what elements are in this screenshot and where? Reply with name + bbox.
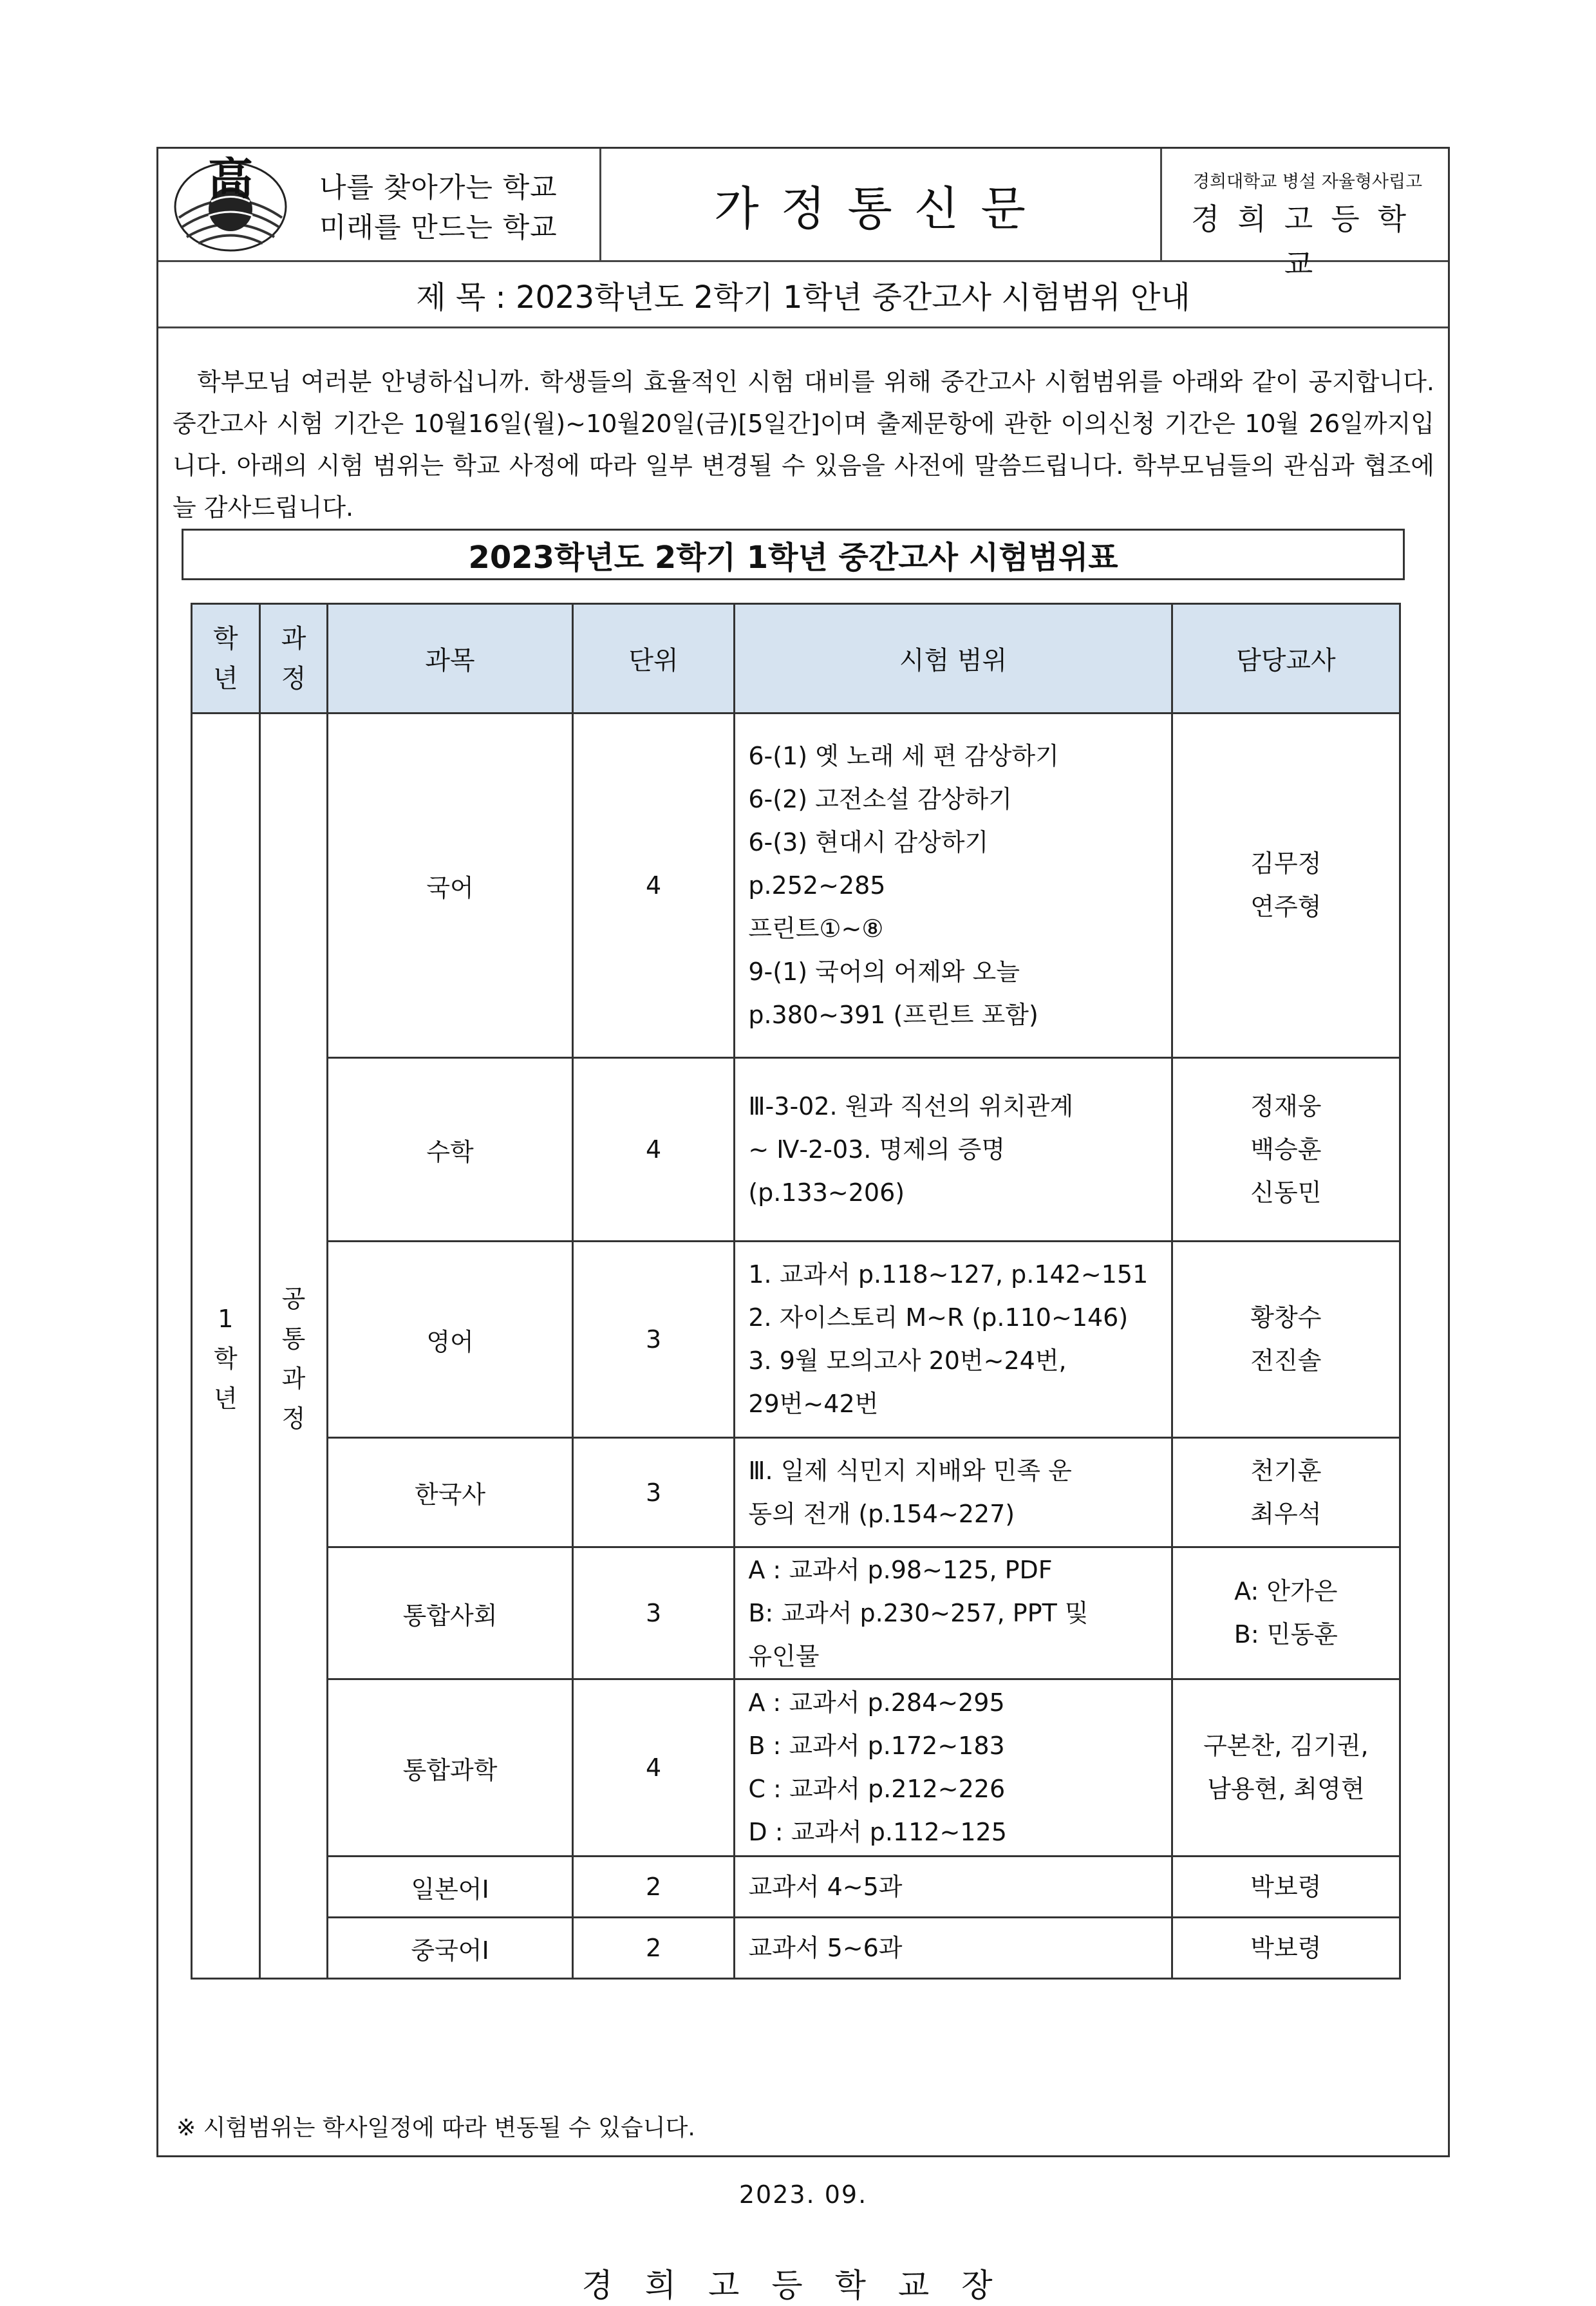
teacher-cell: 천기훈 최우석 <box>1172 1438 1400 1547</box>
table-row <box>192 1438 1400 1547</box>
teacher-cell: 김무정 연주형 <box>1172 714 1400 1058</box>
intro-text: 학부모님 여러분 안녕하십니까. 학생들의 효율적인 시험 대비를 위해 중간고사 시험범위를 아래와 같이 공지합니다. 중간고사 시험 기간은 10월16일(월)~10월20일(금)[5일간]이며 출제문항에 관한 이의신청 기간은 10월 26일까지입니다. 아래의 시험 범위는 학교 사정에 따라 일부 변경될 수 있음을 사전에 말씀드립니다. 학부모님들의 관심과 협조에 늘 감사드립니다. <box>173 368 1434 522</box>
scope-cell: Ⅲ-3-02. 원과 직선의 위치관계 ~ Ⅳ-2-03. 명제의 증명 (p.133~206) <box>735 1058 1172 1242</box>
exam-range-table <box>191 603 1401 1980</box>
subject-cell: 통합사회 <box>328 1547 572 1679</box>
table-row <box>192 714 1400 1058</box>
scope-cell: 교과서 5~6과 <box>735 1918 1172 1979</box>
school-motto <box>319 168 558 248</box>
issue-date: 2023. 09. <box>738 2180 868 2209</box>
table-header-row <box>192 604 1400 714</box>
subject-cell: 일본어Ⅰ <box>328 1857 572 1918</box>
table-row <box>192 1058 1400 1242</box>
notice-title: 제 목 : 2023학년도 2학기 1학년 중간고사 시험범위 안내 <box>158 262 1448 328</box>
school-emblem <box>173 156 288 253</box>
header-units: 단위 <box>572 604 735 714</box>
intro-paragraph <box>173 361 1434 529</box>
table-row <box>192 1547 1400 1679</box>
document-frame <box>156 147 1450 2304</box>
subject-cell: 통합과학 <box>328 1679 572 1857</box>
table-row <box>192 1918 1400 1979</box>
principal-signature: 경희고등학교장 <box>581 2267 1025 2304</box>
subject-cell: 수학 <box>328 1058 572 1242</box>
units-cell: 3 <box>572 1438 735 1547</box>
units-cell: 4 <box>572 1058 735 1242</box>
teacher-cell: 박보령 <box>1172 1857 1400 1918</box>
table-row <box>192 1679 1400 1857</box>
teacher-cell: 정재웅 백승훈 신동민 <box>1172 1058 1400 1242</box>
course-cell: 공 통 과 정 <box>259 714 328 1979</box>
scope-cell: 1. 교과서 p.118~127, p.142~151 2. 자이스토리 M~R (p.110~146) 3. 9월 모의고사 20번~24번, 29번~42번 <box>735 1242 1172 1438</box>
motto-line-1: 나를 찾아가는 학교 <box>319 172 558 204</box>
header-divider <box>1160 149 1162 260</box>
teacher-cell: 박보령 <box>1172 1918 1400 1979</box>
scope-cell: 교과서 4~5과 <box>735 1857 1172 1918</box>
header-scope: 시험 범위 <box>735 604 1172 714</box>
table-row <box>192 1242 1400 1438</box>
header-teacher: 담당교사 <box>1172 604 1400 714</box>
teacher-cell: 황창수 전진솔 <box>1172 1242 1400 1438</box>
svg-text:高: 高 <box>208 156 253 205</box>
range-change-note: ※ 시험범위는 학사일정에 따라 변동될 수 있습니다. <box>176 2115 695 2141</box>
subject-cell: 중국어Ⅰ <box>328 1918 572 1979</box>
grade-cell: 1 학 년 <box>192 714 260 1979</box>
units-cell: 4 <box>572 714 735 1058</box>
units-cell: 3 <box>572 1547 735 1679</box>
subject-cell: 한국사 <box>328 1438 572 1547</box>
units-cell: 2 <box>572 1918 735 1979</box>
school-subtitle: 경희대학교 병설 자율형사립고 <box>1192 172 1423 192</box>
teacher-cell: 구본찬, 김기권, 남용현, 최영현 <box>1172 1679 1400 1857</box>
units-cell: 2 <box>572 1857 735 1918</box>
table-row <box>192 1857 1400 1918</box>
teacher-cell: A: 안가은 B: 민동훈 <box>1172 1547 1400 1679</box>
school-name: 경희고등학교 <box>1190 202 1425 281</box>
header-grade: 학 년 <box>192 604 260 714</box>
subject-cell: 영어 <box>328 1242 572 1438</box>
units-cell: 4 <box>572 1679 735 1857</box>
newsletter-banner: 가정통신문 <box>714 181 1047 236</box>
letterhead <box>158 149 1448 281</box>
scope-cell: A : 교과서 p.284~295 B : 교과서 p.172~183 C : 교과서 p.212~226 D : 교과서 p.112~125 <box>735 1679 1172 1857</box>
scope-cell: A : 교과서 p.98~125, PDF B: 교과서 p.230~257, PPT 및 유인물 <box>735 1547 1172 1679</box>
header-subject: 과목 <box>328 604 572 714</box>
scope-cell: 6-(1) 옛 노래 세 편 감상하기 6-(2) 고전소설 감상하기 6-(3) 현대시 감상하기 p.252~285 프린트①~⑧ 9-(1) 국어의 어제와 오늘 p.380~391 (프린트 포함) <box>735 714 1172 1058</box>
subject-cell: 국어 <box>328 714 572 1058</box>
header-course: 과 정 <box>259 604 328 714</box>
table-title: 2023학년도 2학기 1학년 중간고사 시험범위표 <box>182 529 1405 580</box>
units-cell: 3 <box>572 1242 735 1438</box>
motto-line-2: 미래를 만드는 학교 <box>319 212 558 244</box>
scope-cell: Ⅲ. 일제 식민지 지배와 민족 운 동의 전개 (p.154~227) <box>735 1438 1172 1547</box>
